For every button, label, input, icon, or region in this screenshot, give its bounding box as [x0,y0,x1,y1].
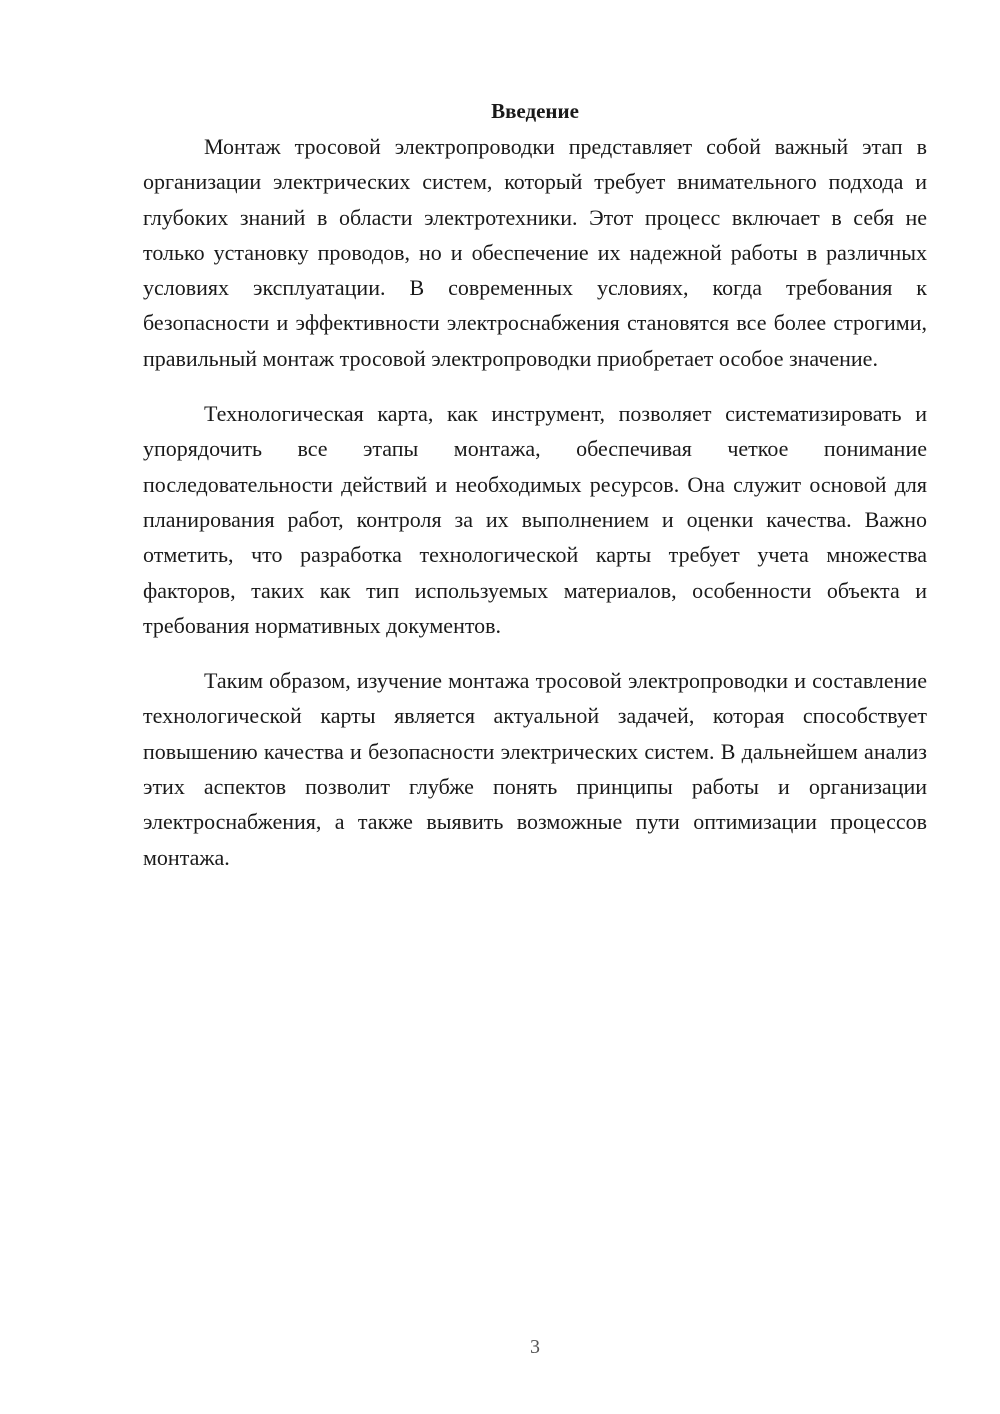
page-number: 3 [530,1336,540,1358]
page-content [143,94,927,875]
paragraph-3: Таким образом, изучение монтажа тросовой электропроводки и составление технологической карты является актуальной задачей, которая способствует повышению качества и безопасности электрических систем. В дальнейшем анализ этих аспектов позволит глубже понять принципы работы и организации электроснабжения, а также выявить возможные пути оптимизации процессов монтажа. [143,668,927,870]
paragraph-2: Технологическая карта, как инструмент, позволяет систематизировать и упорядочить все этапы монтажа, обеспечивая четкое понимание последовательности действий и необходимых ресурсов. Она служит основой для планирования работ, контроля за их выполнением и оценки качества. Важно отметить, что разработка технологической карты требует учета множества факторов, таких как тип используемых материалов, особенности объекта и требования нормативных документов. [143,401,927,638]
paragraph-1: Монтаж тросовой электропроводки представляет собой важный этап в организации электрических систем, который требует внимательного подхода и глубоких знаний в области электротехники. Этот процесс включает в себя не только установку проводов, но и обеспечение их надежной работы в различных условиях эксплуатации. В современных условиях, когда требования к безопасности и эффективности электроснабжения становятся все более строгими, правильный монтаж тросовой электропроводки приобретает особое значение. [143,134,927,371]
section-heading: Введение [491,99,579,123]
